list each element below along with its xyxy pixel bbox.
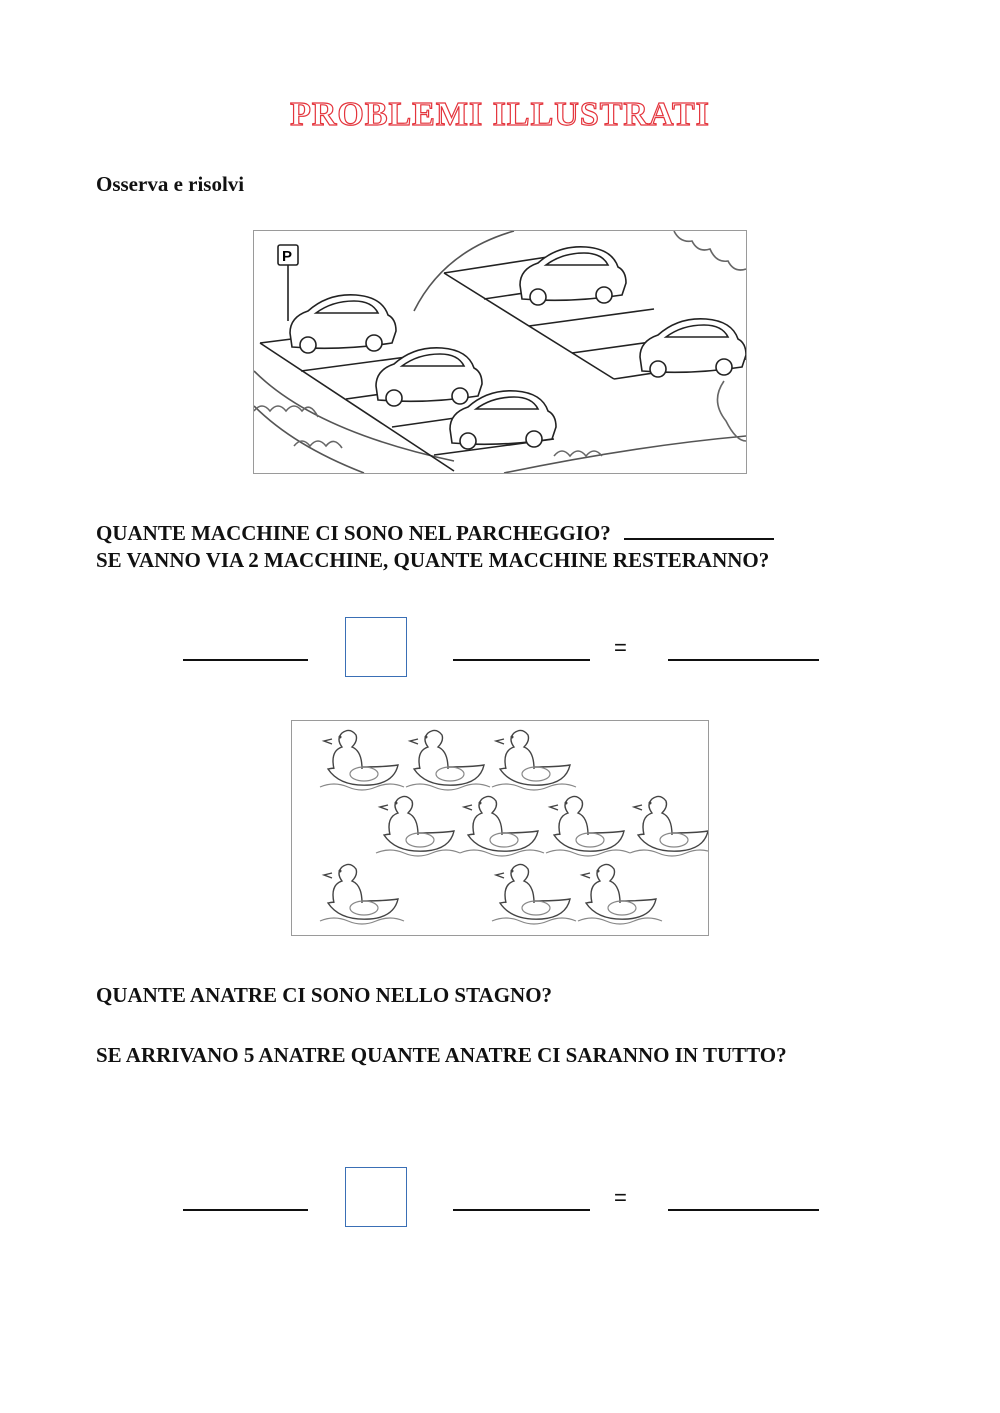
operand-2-blank[interactable] xyxy=(453,1209,590,1211)
duck-1 xyxy=(320,730,404,790)
ducks-drawing xyxy=(292,721,708,935)
parking-sign-letter: P xyxy=(282,248,293,265)
ducks-question-total: SE ARRIVANO 5 ANATRE QUANTE ANATRE CI SARANNO IN TUTTO? xyxy=(96,1043,787,1067)
parking-question-remaining: SE VANNO VIA 2 MACCHINE, QUANTE MACCHINE RESTERANNO? xyxy=(96,548,770,572)
parking-question-count xyxy=(96,518,774,546)
parking-lot-illustration xyxy=(253,230,747,474)
ducks-question-count: QUANTE ANATRE CI SONO NELLO STAGNO? xyxy=(96,983,553,1007)
duck-10 xyxy=(578,864,662,924)
result-blank[interactable] xyxy=(668,659,819,661)
duck-3 xyxy=(492,730,576,790)
duck-7 xyxy=(630,796,708,856)
car-4 xyxy=(520,247,626,305)
car-2 xyxy=(376,348,482,406)
duck-2 xyxy=(406,730,490,790)
equals-sign: = xyxy=(614,635,627,660)
equation-row-1 xyxy=(0,617,1000,679)
operand-2-blank[interactable] xyxy=(453,659,590,661)
equals-sign: = xyxy=(614,1185,627,1210)
equation-row-2 xyxy=(0,1167,1000,1229)
parking-question-count-text: QUANTE MACCHINE CI SONO NEL PARCHEGGIO? xyxy=(96,521,611,545)
parking-count-answer-line[interactable] xyxy=(624,518,774,540)
operand-1-blank[interactable] xyxy=(183,659,308,661)
operator-box[interactable] xyxy=(345,1167,407,1227)
duck-8 xyxy=(320,864,404,924)
parking-lot-drawing xyxy=(254,231,746,473)
instructions: Osserva e risolvi xyxy=(96,172,245,196)
duck-9 xyxy=(492,864,576,924)
page-title: PROBLEMI ILLUSTRATI xyxy=(290,96,710,133)
ducks-pond-illustration xyxy=(291,720,709,936)
duck-6 xyxy=(546,796,630,856)
duck-5 xyxy=(460,796,544,856)
car-1 xyxy=(290,295,396,353)
duck-4 xyxy=(376,796,460,856)
result-blank[interactable] xyxy=(668,1209,819,1211)
car-5 xyxy=(640,319,746,377)
operand-1-blank[interactable] xyxy=(183,1209,308,1211)
operator-box[interactable] xyxy=(345,617,407,677)
cars xyxy=(290,247,746,449)
